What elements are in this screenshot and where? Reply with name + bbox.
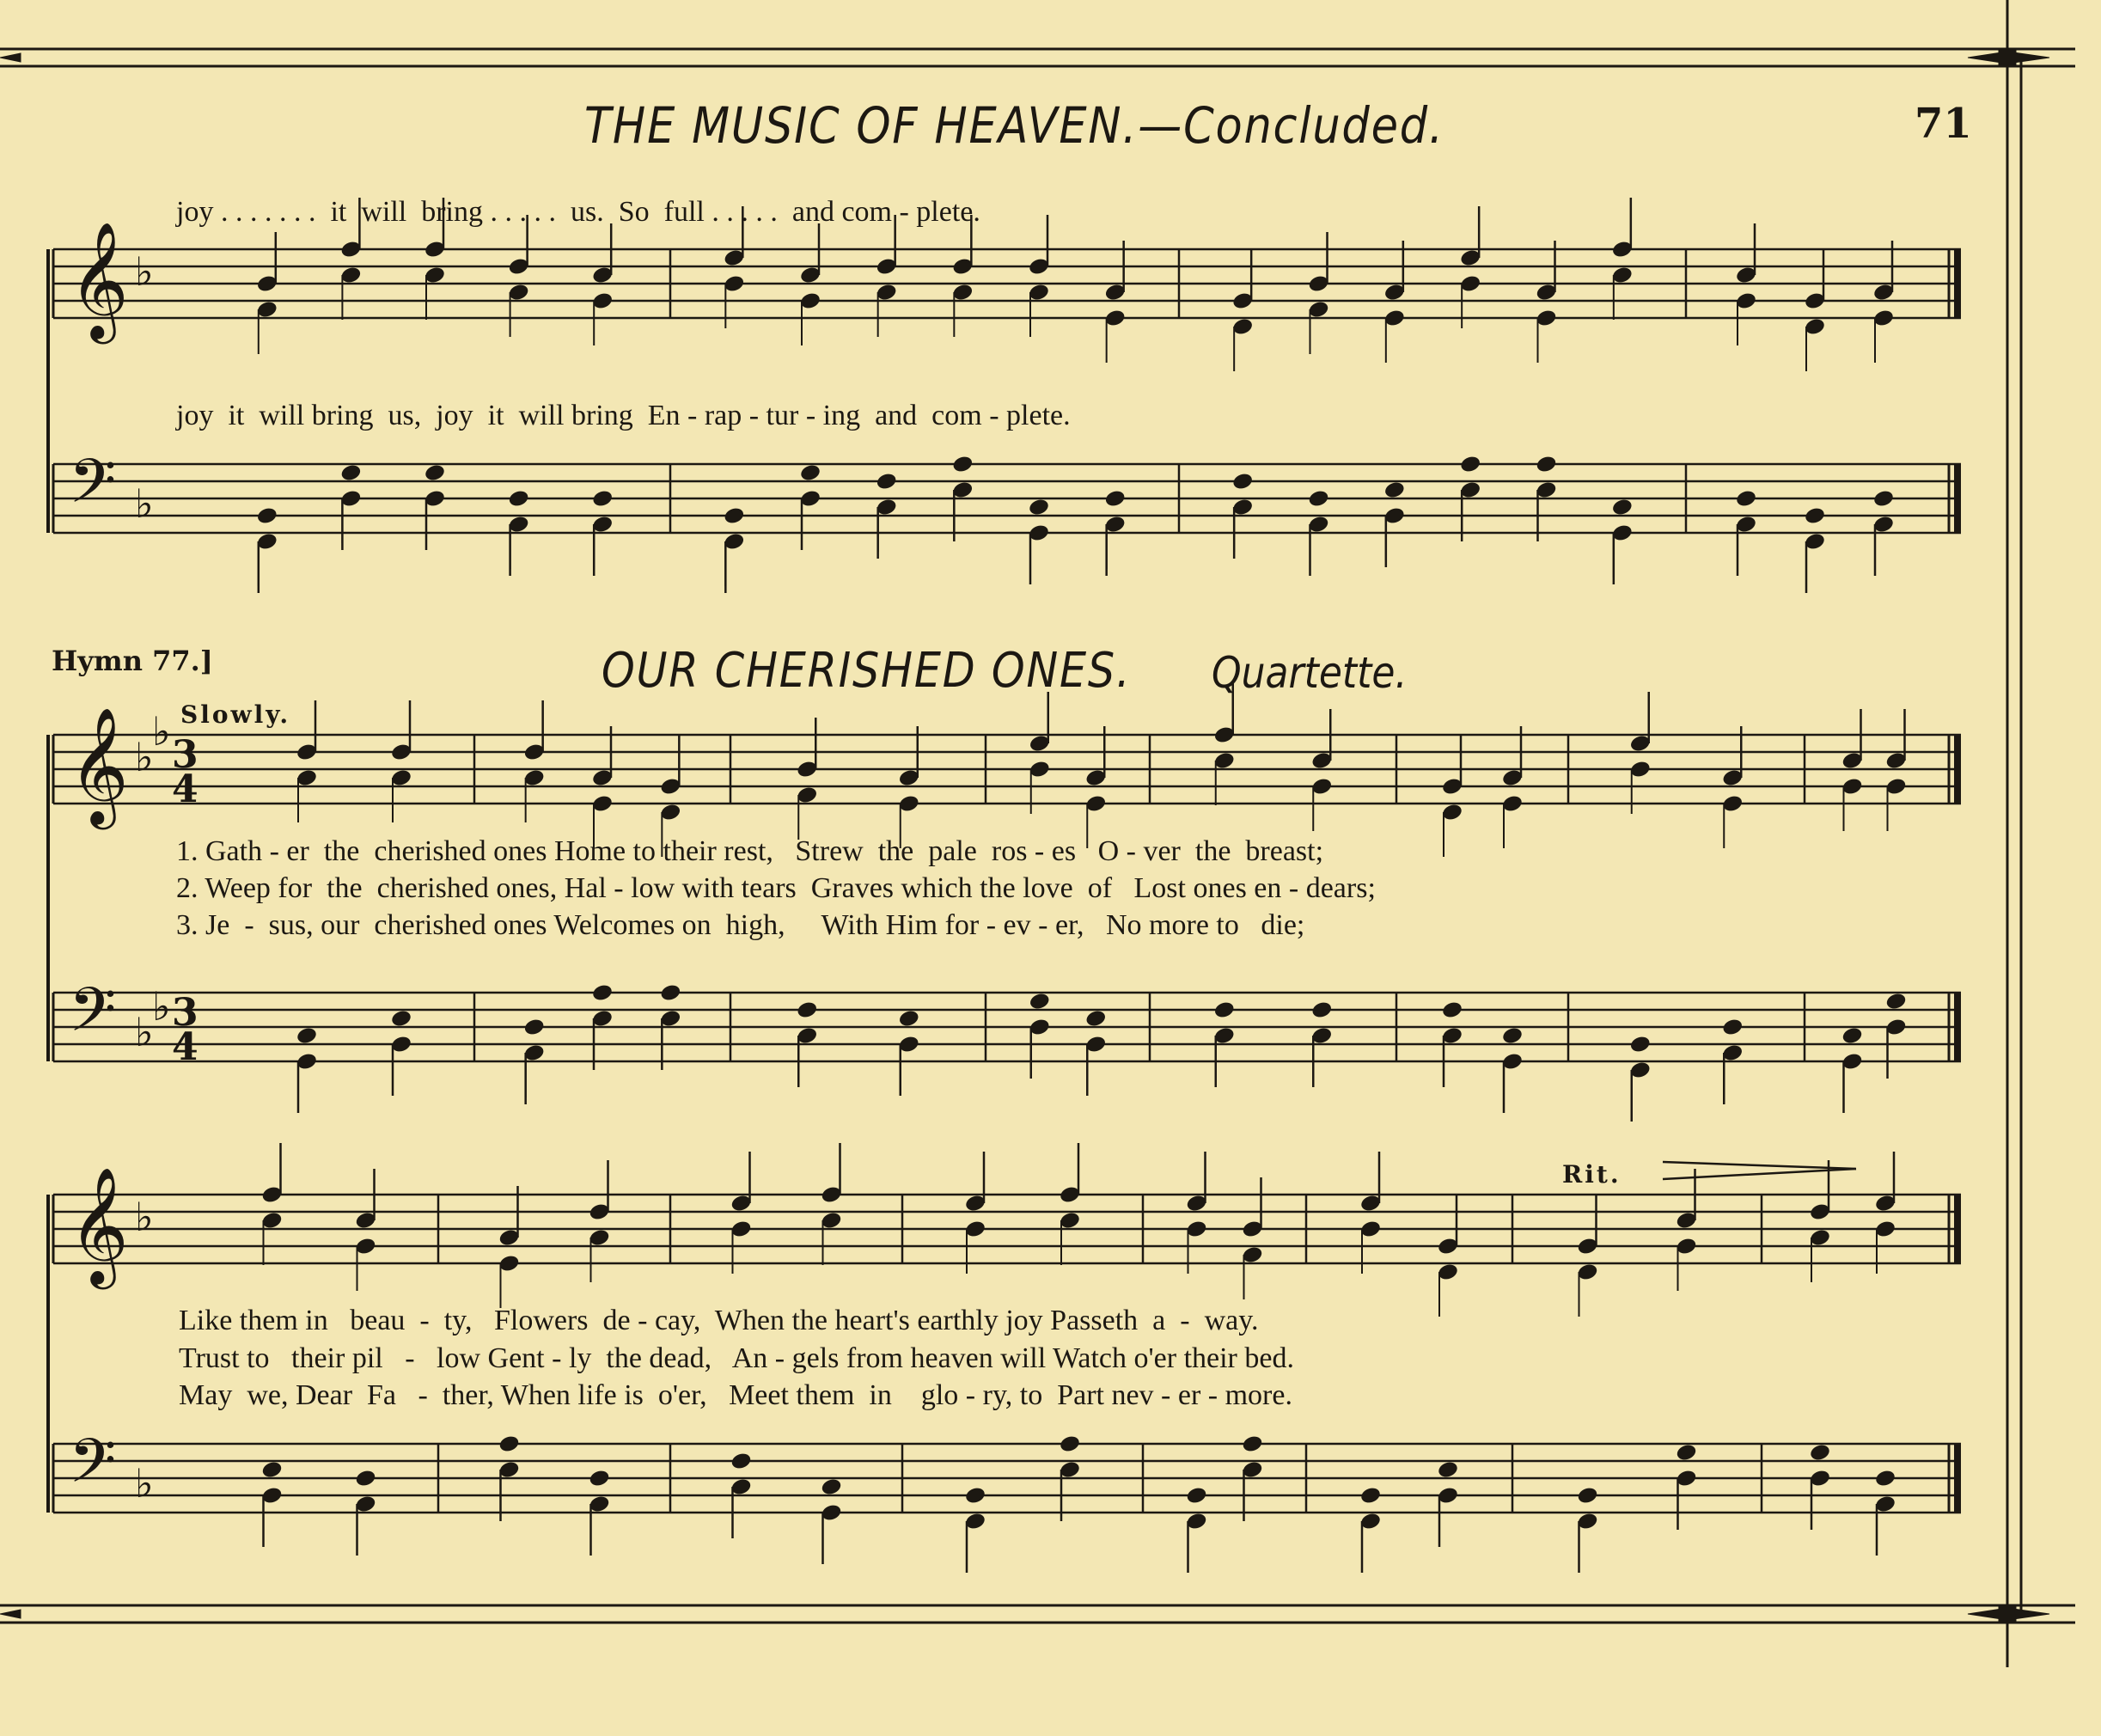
notehead [1675, 1443, 1697, 1463]
notehead [498, 1434, 520, 1454]
notehead [390, 1009, 412, 1029]
notehead [339, 463, 362, 483]
notehead [964, 1486, 986, 1506]
time-signature-bottom: 4 [172, 1025, 198, 1069]
verse2-part1: 2. Weep for the cherished ones, Hal - low with tears Graves which the love of Lost ones en - dears; [176, 872, 1376, 904]
notehead [1804, 506, 1826, 526]
notehead [354, 1469, 376, 1488]
notehead [659, 983, 681, 1003]
notehead [799, 463, 821, 483]
flat-icon: ♭ [135, 1460, 154, 1507]
final-bar-thick [1954, 1195, 1961, 1263]
page-number: 71 [1915, 100, 1972, 148]
notehead [1535, 455, 1557, 474]
time-signature-bottom: 4 [172, 767, 198, 811]
notehead [591, 983, 614, 1003]
notehead [820, 1477, 842, 1497]
notehead [1629, 1035, 1652, 1054]
decrescendo-hairpin [1663, 1162, 1856, 1169]
notehead [951, 455, 974, 474]
notehead [260, 1460, 283, 1480]
bass-clef-icon: 𝄢 [69, 975, 117, 1061]
flat-icon: ♭ [152, 708, 171, 755]
notehead [723, 506, 745, 526]
hymn76-lyrics-upper: joy . . . . . . . it will bring . . . . . us. So full . . . . . and com - plete. [176, 196, 980, 228]
notehead [1437, 1460, 1459, 1480]
notehead [1241, 1434, 1263, 1454]
notehead [1576, 1486, 1598, 1506]
verse3-part1: 3. Je - sus, our cherished ones Welcomes on high, With Him for - ev - er, No more to die; [176, 909, 1305, 941]
notehead [1809, 1443, 1831, 1463]
hymn77-label: Hymn 77.] [52, 645, 213, 677]
notehead [1213, 1000, 1236, 1020]
notehead [1383, 480, 1406, 500]
notehead [424, 463, 446, 483]
flat-icon: ♭ [135, 1194, 154, 1240]
notehead [1231, 472, 1254, 492]
notehead [256, 506, 278, 526]
notehead [1884, 992, 1907, 1012]
notehead [898, 1009, 920, 1029]
final-bar-thick [1954, 993, 1961, 1061]
decrescendo-hairpin [1663, 1169, 1856, 1179]
notehead [1028, 498, 1050, 517]
final-bar-thick [1954, 464, 1961, 533]
final-bar-thick [1954, 735, 1961, 804]
time-signature-top: 3 [172, 733, 198, 777]
notehead [1872, 489, 1895, 509]
hymn77-title: OUR CHERISHED ONES. [602, 643, 1132, 699]
notehead [1104, 489, 1127, 509]
notehead [1307, 489, 1329, 509]
notehead [1441, 1000, 1463, 1020]
hymn77-subtitle: Quartette. [1212, 648, 1408, 698]
notehead [1185, 1486, 1207, 1506]
notehead [796, 1000, 818, 1020]
notehead [1059, 1434, 1081, 1454]
notehead [1029, 992, 1051, 1012]
notehead [1359, 1486, 1382, 1506]
flat-icon: ♭ [135, 734, 154, 780]
hymn76-title: THE MUSIC OF HEAVEN.—Concluded. [584, 96, 1444, 155]
final-bar-thick [1954, 1444, 1961, 1513]
notehead [1501, 1026, 1524, 1046]
bass-clef-icon: 𝄢 [69, 446, 117, 532]
notehead [876, 472, 898, 492]
notehead [588, 1469, 610, 1488]
notehead [1735, 489, 1757, 509]
flat-icon: ♭ [135, 1009, 154, 1055]
flat-icon: ♭ [135, 248, 154, 295]
treble-clef-icon: 𝄞 [69, 220, 129, 339]
bass-clef-icon: 𝄢 [69, 1426, 117, 1512]
notehead [508, 489, 530, 509]
verse2-part2: Trust to their pil - low Gent - ly the dead, An - gels from heaven will Watch o'er their bed. [179, 1342, 1294, 1374]
verse1-part2: Like them in beau - ty, Flowers de - cay, When the heart's earthly joy Passeth a - way. [179, 1305, 1259, 1336]
notehead [1310, 1000, 1333, 1020]
flat-icon: ♭ [135, 480, 154, 527]
notehead [296, 1026, 318, 1046]
notehead [591, 489, 614, 509]
verse3-part2: May we, Dear Fa - ther, When life is o'er, Meet them in glo - ry, to Part nev - er - more. [179, 1379, 1292, 1411]
tempo-marking: Slowly. [180, 700, 291, 729]
hymn76-lyrics-lower: joy it will bring us, joy it will bring En - rap - tur - ing and com - plete. [176, 400, 1071, 431]
notehead [1874, 1469, 1896, 1488]
notehead [523, 1018, 546, 1037]
notehead [1721, 1018, 1744, 1037]
notehead [1084, 1009, 1107, 1029]
treble-clef-icon: 𝄞 [69, 1165, 129, 1284]
time-signature-top: 3 [172, 991, 198, 1035]
notehead [1459, 455, 1481, 474]
notehead [1841, 1026, 1863, 1046]
flat-icon: ♭ [152, 983, 171, 1030]
final-bar-thick [1954, 249, 1961, 318]
verse1-part1: 1. Gath - er the cherished ones Home to their rest, Strew the pale ros - es O - ver the breast; [176, 835, 1324, 867]
notehead [730, 1452, 752, 1471]
notehead [1611, 498, 1634, 517]
treble-clef-icon: 𝄞 [69, 706, 129, 824]
rit-marking: Rit. [1562, 1160, 1622, 1189]
